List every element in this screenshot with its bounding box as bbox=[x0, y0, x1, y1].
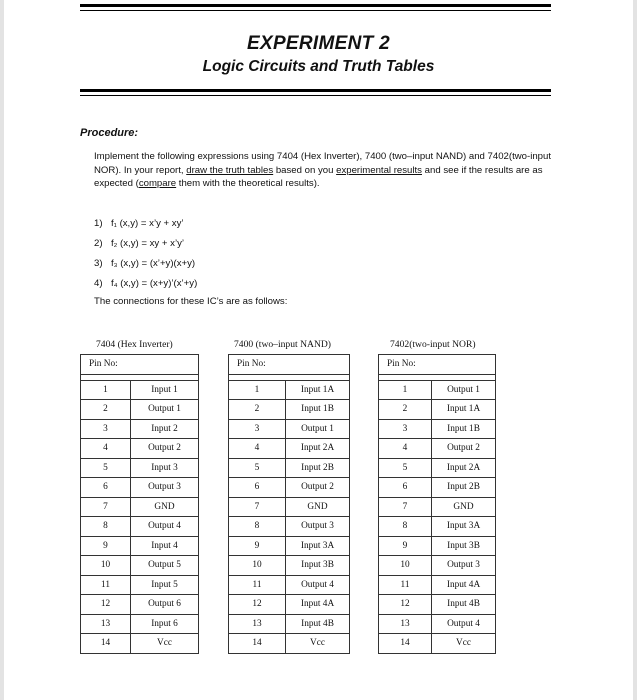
table-row bbox=[379, 556, 496, 576]
pin-number: 5 bbox=[379, 458, 432, 478]
pin-number: 10 bbox=[81, 556, 131, 576]
table-row bbox=[229, 556, 350, 576]
expression-text: f₄ (x,y) = (x+y)’(x’+y) bbox=[111, 278, 198, 289]
table-row bbox=[229, 497, 350, 517]
pin-number: 4 bbox=[229, 439, 286, 459]
table-row bbox=[379, 595, 496, 615]
expression-text: f₁ (x,y) = x’y + xy’ bbox=[111, 218, 184, 229]
pin-number: 6 bbox=[81, 478, 131, 498]
pin-function: Input 4A bbox=[286, 595, 350, 615]
pin-table-7402 bbox=[378, 354, 496, 654]
table-row bbox=[379, 536, 496, 556]
pin-function: Input 1B bbox=[432, 419, 496, 439]
pin-function: Input 3A bbox=[432, 517, 496, 537]
pin-function: Output 1 bbox=[286, 419, 350, 439]
intro-text-4: them with the theoretical results). bbox=[176, 178, 320, 189]
expression-item bbox=[94, 216, 197, 236]
pin-number: 3 bbox=[379, 419, 432, 439]
pin-number: 2 bbox=[379, 400, 432, 420]
expression-number: 2) bbox=[94, 238, 103, 249]
pin-number: 14 bbox=[229, 634, 286, 654]
expression-list bbox=[94, 216, 197, 296]
table-row bbox=[81, 556, 199, 576]
table-row bbox=[229, 380, 350, 400]
pin-number: 3 bbox=[81, 419, 131, 439]
table-row bbox=[379, 575, 496, 595]
pin-number: 12 bbox=[379, 595, 432, 615]
pin-function: Input 4A bbox=[432, 575, 496, 595]
intro-text-3: and see if the results are as expected ( bbox=[94, 164, 543, 189]
pin-number: 10 bbox=[229, 556, 286, 576]
table-row bbox=[81, 419, 199, 439]
pin-function: GND bbox=[286, 497, 350, 517]
pin-number: 13 bbox=[81, 614, 131, 634]
table-row bbox=[379, 517, 496, 537]
pin-number: 13 bbox=[379, 614, 432, 634]
pin-function: Output 5 bbox=[131, 556, 199, 576]
table-row bbox=[81, 575, 199, 595]
pin-function: Output 6 bbox=[131, 595, 199, 615]
table-row bbox=[379, 634, 496, 654]
document-subtitle: Logic Circuits and Truth Tables bbox=[202, 58, 435, 75]
title-rule-thin bbox=[80, 95, 551, 96]
pin-number: 6 bbox=[379, 478, 432, 498]
pin-header: Pin No: bbox=[81, 355, 199, 375]
table-row bbox=[81, 595, 199, 615]
pin-function: Vcc bbox=[432, 634, 496, 654]
page-edge-right bbox=[633, 0, 637, 700]
table-row bbox=[379, 458, 496, 478]
underlined-experimental-results: experimental results bbox=[336, 164, 422, 176]
pin-number: 14 bbox=[379, 634, 432, 654]
pin-function: Output 2 bbox=[131, 439, 199, 459]
pin-number: 7 bbox=[81, 497, 131, 517]
pin-function: Input 2A bbox=[286, 439, 350, 459]
table-row bbox=[229, 536, 350, 556]
table-row bbox=[379, 478, 496, 498]
pin-number: 8 bbox=[379, 517, 432, 537]
top-rule-thin bbox=[80, 10, 551, 11]
pin-function: Output 2 bbox=[286, 478, 350, 498]
underlined-compare: compare bbox=[138, 178, 177, 189]
pin-number: 6 bbox=[229, 478, 286, 498]
table-row bbox=[229, 595, 350, 615]
pin-function: Input 4B bbox=[432, 595, 496, 615]
pin-number: 2 bbox=[229, 400, 286, 420]
pin-number: 3 bbox=[229, 419, 286, 439]
connections-text: The connections for these IC’s are as follows: bbox=[94, 296, 288, 307]
table-row bbox=[229, 517, 350, 537]
pin-function: Input 1 bbox=[131, 380, 199, 400]
pin-number: 14 bbox=[81, 634, 131, 654]
expression-number: 1) bbox=[94, 218, 103, 229]
pin-number: 1 bbox=[379, 380, 432, 400]
table-row bbox=[229, 419, 350, 439]
pin-number: 8 bbox=[229, 517, 286, 537]
pin-function: Output 3 bbox=[131, 478, 199, 498]
pin-number: 13 bbox=[229, 614, 286, 634]
table-row bbox=[229, 614, 350, 634]
table-row bbox=[379, 400, 496, 420]
table-row bbox=[81, 380, 199, 400]
table-row bbox=[81, 400, 199, 420]
pin-header: Pin No: bbox=[379, 355, 496, 375]
pin-function: Output 4 bbox=[286, 575, 350, 595]
pin-function: Input 3B bbox=[432, 536, 496, 556]
pin-function: Output 1 bbox=[432, 380, 496, 400]
table-row bbox=[379, 614, 496, 634]
table-row bbox=[81, 536, 199, 556]
pin-function: Input 2 bbox=[131, 419, 199, 439]
pin-table-7404 bbox=[80, 354, 199, 654]
pin-function: Input 4B bbox=[286, 614, 350, 634]
table-caption-7400: 7400 (two–input NAND) bbox=[234, 339, 331, 350]
pin-function: GND bbox=[432, 497, 496, 517]
table-row bbox=[379, 380, 496, 400]
top-rule-thick bbox=[80, 4, 551, 7]
table-row bbox=[229, 400, 350, 420]
pin-number: 11 bbox=[379, 575, 432, 595]
pin-function: Output 4 bbox=[432, 614, 496, 634]
pin-number: 8 bbox=[81, 517, 131, 537]
table-caption-7402: 7402(two-input NOR) bbox=[390, 339, 476, 350]
procedure-heading: Procedure: bbox=[80, 127, 139, 139]
pin-number: 4 bbox=[81, 439, 131, 459]
table-row bbox=[81, 497, 199, 517]
pin-function: Input 1A bbox=[286, 380, 350, 400]
pin-number: 7 bbox=[379, 497, 432, 517]
pin-number: 11 bbox=[81, 575, 131, 595]
pin-number: 1 bbox=[81, 380, 131, 400]
pin-number: 2 bbox=[81, 400, 131, 420]
table-row bbox=[81, 439, 199, 459]
pin-function: Output 1 bbox=[131, 400, 199, 420]
pin-function: Input 4 bbox=[131, 536, 199, 556]
pin-function: Input 2B bbox=[286, 458, 350, 478]
pin-table-7400 bbox=[228, 354, 350, 654]
pin-number: 1 bbox=[229, 380, 286, 400]
expression-number: 3) bbox=[94, 258, 103, 269]
pin-function: Input 3B bbox=[286, 556, 350, 576]
pin-function: Input 1A bbox=[432, 400, 496, 420]
expression-text: f₃ (x,y) = (x’+y)(x+y) bbox=[111, 258, 196, 269]
intro-paragraph bbox=[94, 150, 564, 191]
table-row bbox=[229, 634, 350, 654]
table-row bbox=[379, 439, 496, 459]
pin-number: 12 bbox=[229, 595, 286, 615]
table-caption-7404: 7404 (Hex Inverter) bbox=[96, 339, 173, 350]
pin-function: Input 2B bbox=[432, 478, 496, 498]
expression-number: 4) bbox=[94, 278, 103, 289]
pin-number: 4 bbox=[379, 439, 432, 459]
pin-function: Output 4 bbox=[131, 517, 199, 537]
table-row bbox=[379, 497, 496, 517]
expression-item bbox=[94, 236, 197, 256]
underlined-truth-tables: draw the truth tables bbox=[186, 164, 274, 176]
pin-function: Input 3A bbox=[286, 536, 350, 556]
pin-function: Input 1B bbox=[286, 400, 350, 420]
expression-item bbox=[94, 256, 197, 276]
table-row bbox=[81, 458, 199, 478]
page-edge-left bbox=[0, 0, 4, 700]
pin-number: 12 bbox=[81, 595, 131, 615]
pin-number: 5 bbox=[229, 458, 286, 478]
intro-text-1: Implement the following expressions using 7404 (Hex Inverter), 7400 (two–input NAND) and 7402(two-input NOR). In your report, bbox=[94, 151, 552, 176]
table-row bbox=[229, 478, 350, 498]
title-rule-thick bbox=[80, 89, 551, 92]
pin-number: 10 bbox=[379, 556, 432, 576]
document-title: EXPERIMENT 2 bbox=[247, 33, 390, 54]
pin-number: 5 bbox=[81, 458, 131, 478]
expression-text: f₂ (x,y) = xy + x’y’ bbox=[111, 238, 185, 249]
pin-header: Pin No: bbox=[229, 355, 350, 375]
expression-item bbox=[94, 276, 197, 296]
pin-number: 7 bbox=[229, 497, 286, 517]
pin-number: 9 bbox=[81, 536, 131, 556]
pin-function: Input 5 bbox=[131, 575, 199, 595]
pin-number: 11 bbox=[229, 575, 286, 595]
table-row bbox=[229, 575, 350, 595]
pin-function: Output 3 bbox=[432, 556, 496, 576]
table-row bbox=[81, 517, 199, 537]
pin-function: Output 3 bbox=[286, 517, 350, 537]
pin-number: 9 bbox=[379, 536, 432, 556]
table-row bbox=[229, 458, 350, 478]
pin-function: Input 2A bbox=[432, 458, 496, 478]
pin-function: Vcc bbox=[286, 634, 350, 654]
pin-number: 9 bbox=[229, 536, 286, 556]
pin-function: GND bbox=[131, 497, 199, 517]
table-row bbox=[81, 614, 199, 634]
pin-function: Vcc bbox=[131, 634, 199, 654]
intro-text-2: based on you bbox=[273, 164, 337, 176]
pin-function: Input 3 bbox=[131, 458, 199, 478]
table-row bbox=[81, 634, 199, 654]
table-row bbox=[379, 419, 496, 439]
pin-function: Output 2 bbox=[432, 439, 496, 459]
table-row bbox=[81, 478, 199, 498]
pin-function: Input 6 bbox=[131, 614, 199, 634]
table-row bbox=[229, 439, 350, 459]
